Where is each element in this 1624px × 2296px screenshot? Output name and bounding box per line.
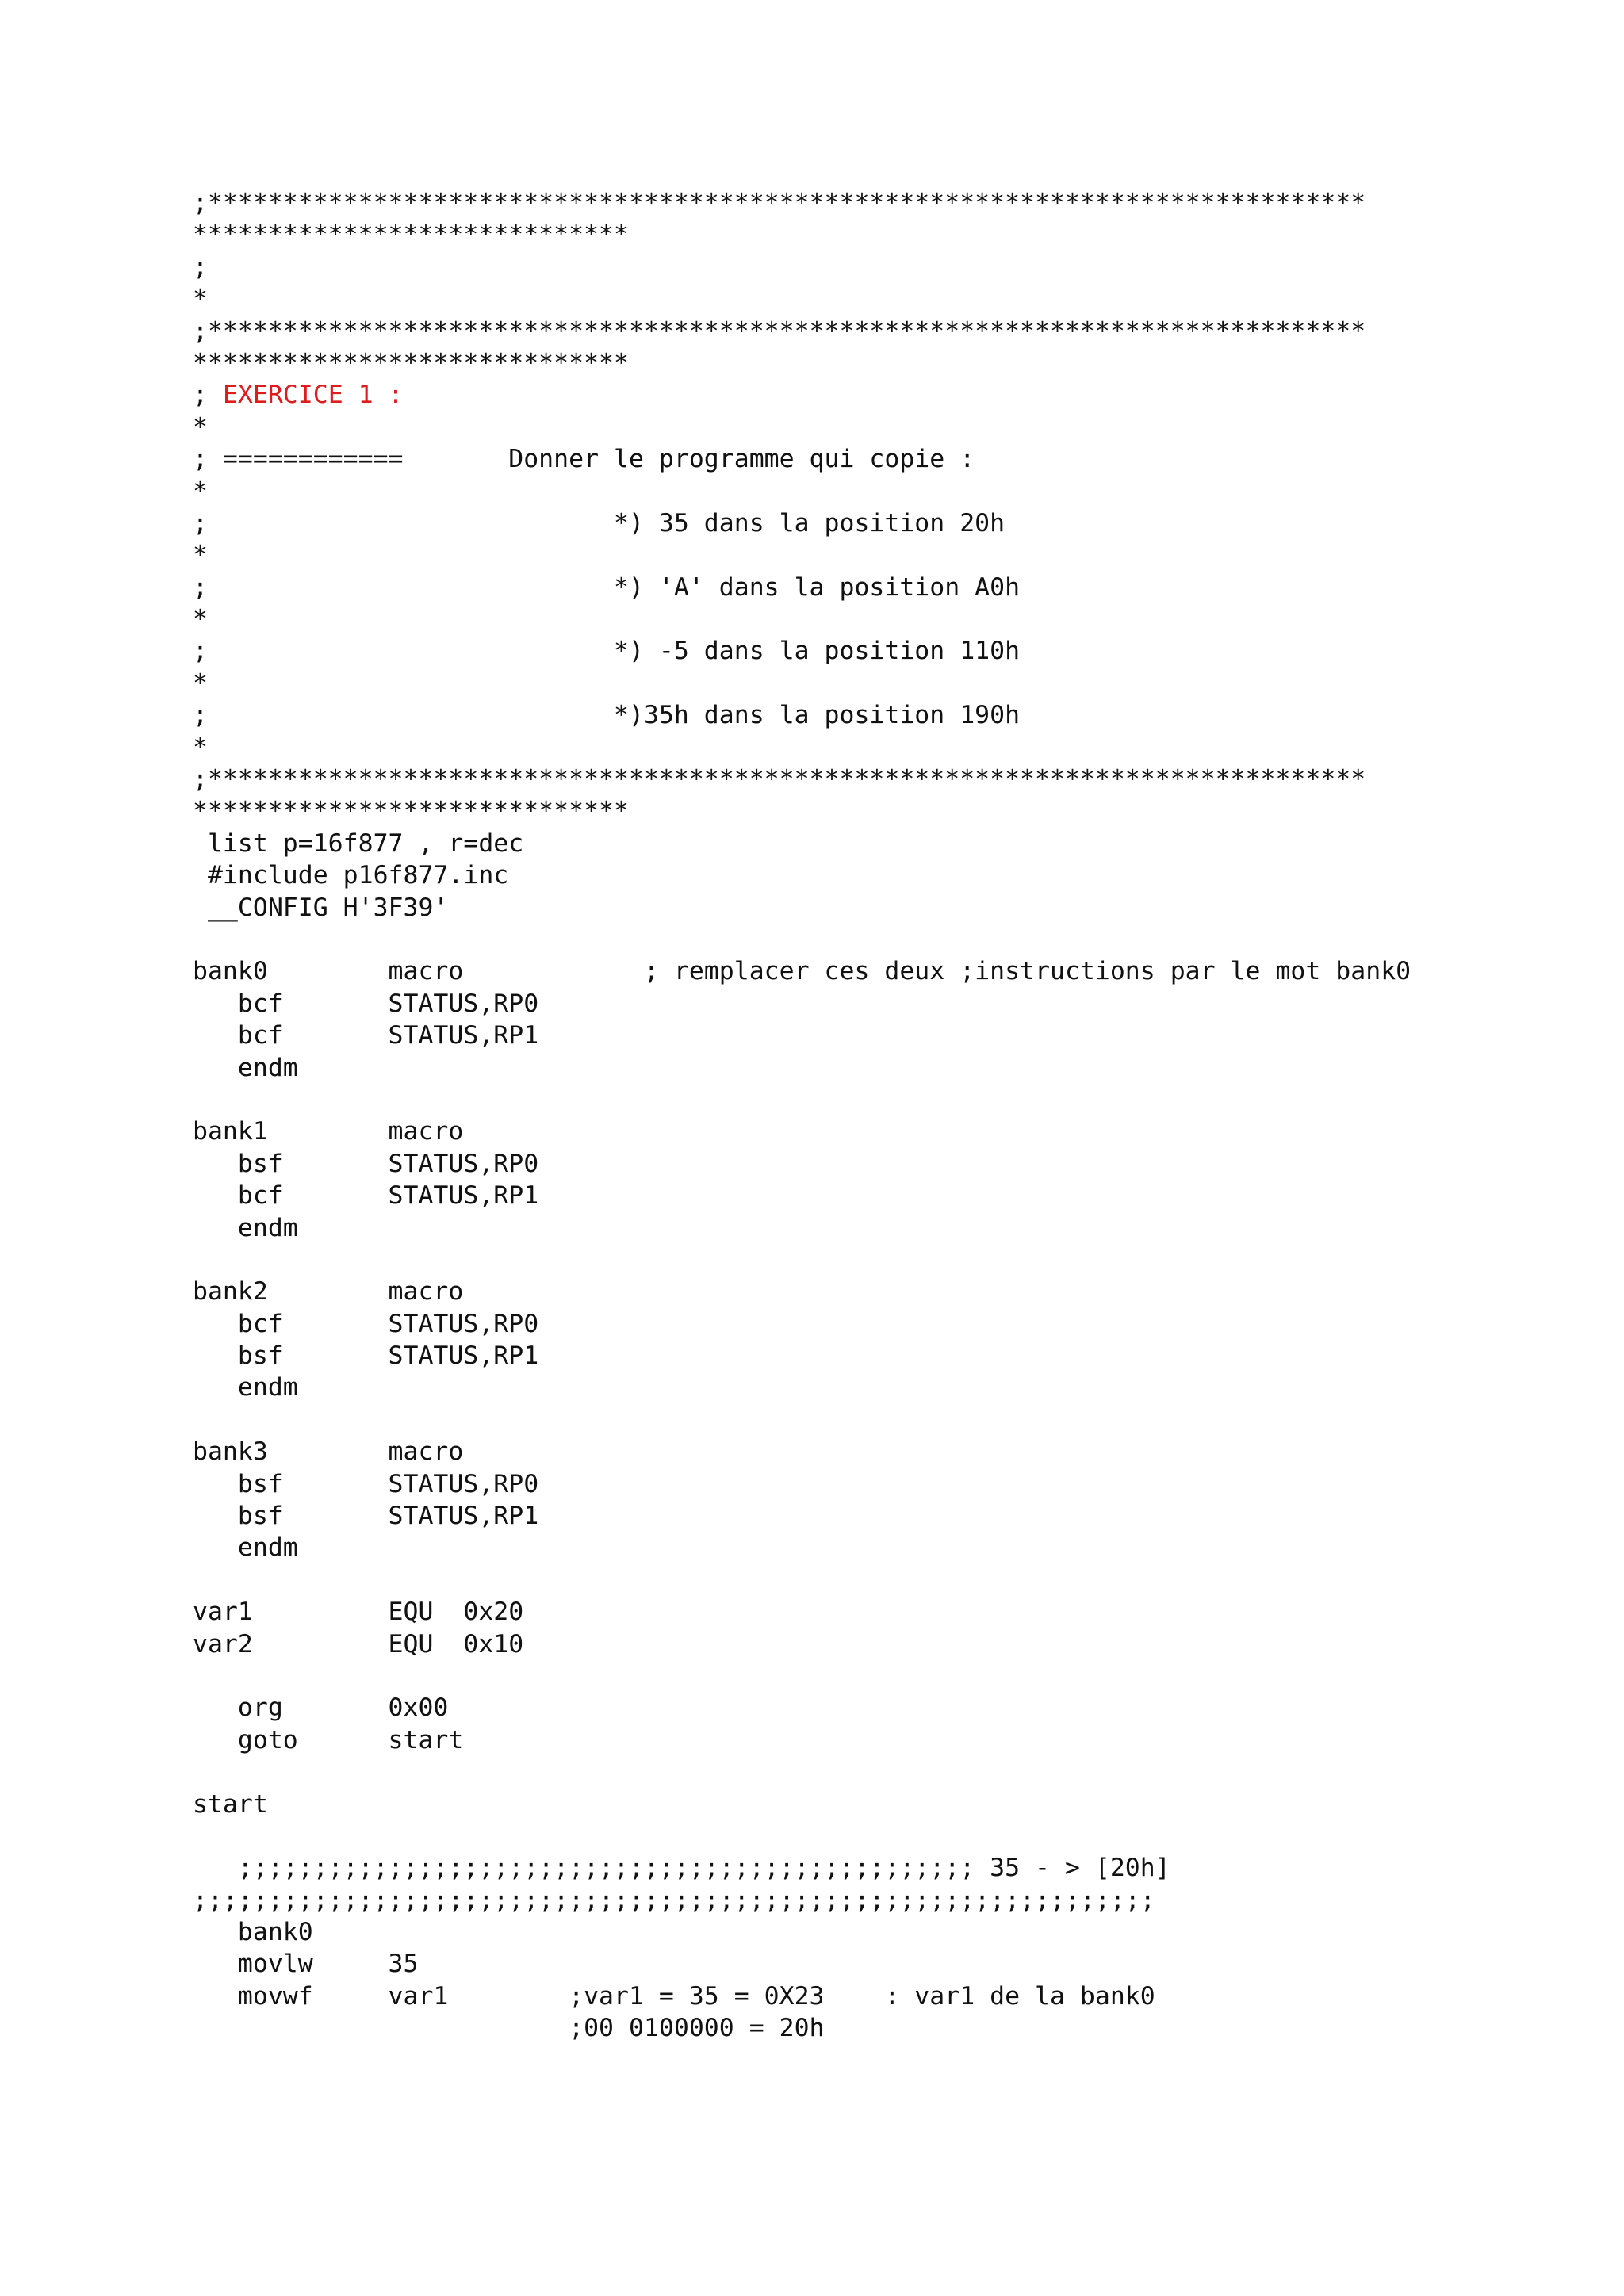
code-line: bsf STATUS,RP1 [193,1341,539,1371]
blank-line [193,1244,1477,1276]
header-banner-line: ;***************************************************************************** [193,189,1366,217]
code-line: endm [193,1053,298,1082]
blank-line [193,1820,1477,1852]
header-banner-line: ***************************** [193,348,629,377]
blank-line [193,924,1477,955]
start-label: start [193,1789,268,1819]
code-line: bsf STATUS,RP0 [193,1469,539,1498]
header-banner-line: ***************************** [193,797,629,826]
code-line: bsf STATUS,RP1 [193,1502,539,1531]
header-banner-line: ;***************************************************************************** [193,316,1366,346]
macro-bank1-header: bank1 macro [193,1117,464,1146]
directive-include: #include p16f877.inc [193,861,509,890]
separator-comment: ;;;;;;;;;;;;;;;;;;;;;;;;;;;;;;;;;;;;;;;;;;;;;;;;; 35 - > [20h] [193,1854,1170,1883]
comment-prefix: ; [193,381,223,410]
blank-line [193,1084,1477,1115]
code-line: org 0x00 [193,1693,449,1723]
equ-var2: var2 EQU 0x10 [193,1629,524,1659]
equ-var1: var1 EQU 0x20 [193,1598,524,1627]
task-item: ; *) 'A' dans la position A0h [193,572,1021,602]
blank-line [193,1564,1477,1596]
code-line: bcf STATUS,RP0 [193,989,539,1018]
code-line: bank0 [193,1918,313,1947]
blank-line [193,1660,1477,1692]
exercise-title-line [193,379,1477,411]
code-line: movlw 35 [193,1950,419,1979]
comment-line: * [193,285,208,314]
header-banner-line: ;***************************************************************************** [193,765,1366,794]
separator-comment: ;;;;;;;;;;;;;;;;;;;;;;;;;;;;;;;;;;;;;;;;;;;;;;;;;;;;;;;;;;;;;;;; [193,1885,1155,1915]
header-banner-line: ***************************** [193,220,629,250]
comment-line: * [193,412,208,442]
macro-bank2-header: bank2 macro [193,1277,464,1307]
code-line: endm [193,1373,298,1402]
macro-bank0-header: bank0 macro ; remplacer ces deux ;instructions par le mot bank0 [193,957,1411,986]
task-item: ; *)35h dans la position 190h [193,701,1021,730]
code-line: endm [193,1213,298,1242]
code-line: endm [193,1533,298,1563]
exercise-title: EXERCICE 1 : [222,381,404,410]
comment-line: * [193,668,208,698]
code-line: bcf STATUS,RP1 [193,1181,539,1211]
code-line: bcf STATUS,RP1 [193,1021,539,1050]
task-description-line: ; ============ Donner le programme qui copie : [193,445,975,474]
blank-line [193,1404,1477,1436]
task-item: ; *) 35 dans la position 20h [193,508,1005,538]
comment-line: * [193,605,208,634]
comment-line: ; [193,252,208,281]
assembly-code-listing [193,187,1477,2045]
code-line: movwf var1 ;var1 = 35 = 0X23 : var1 de la bank0 [193,1981,1155,2011]
macro-bank3-header: bank3 macro [193,1437,464,1467]
task-item: ; *) -5 dans la position 110h [193,637,1021,666]
comment-line: * [193,476,208,506]
comment-line: ;00 0100000 = 20h [193,2014,825,2043]
blank-line [193,1756,1477,1788]
code-line: bsf STATUS,RP0 [193,1149,539,1178]
code-line: goto start [193,1725,464,1755]
comment-line: * [193,541,208,570]
directive-list: list p=16f877 , r=dec [193,828,524,858]
code-line: bcf STATUS,RP0 [193,1309,539,1338]
directive-config: __CONFIG H'3F39' [193,893,449,922]
comment-line: * [193,733,208,762]
